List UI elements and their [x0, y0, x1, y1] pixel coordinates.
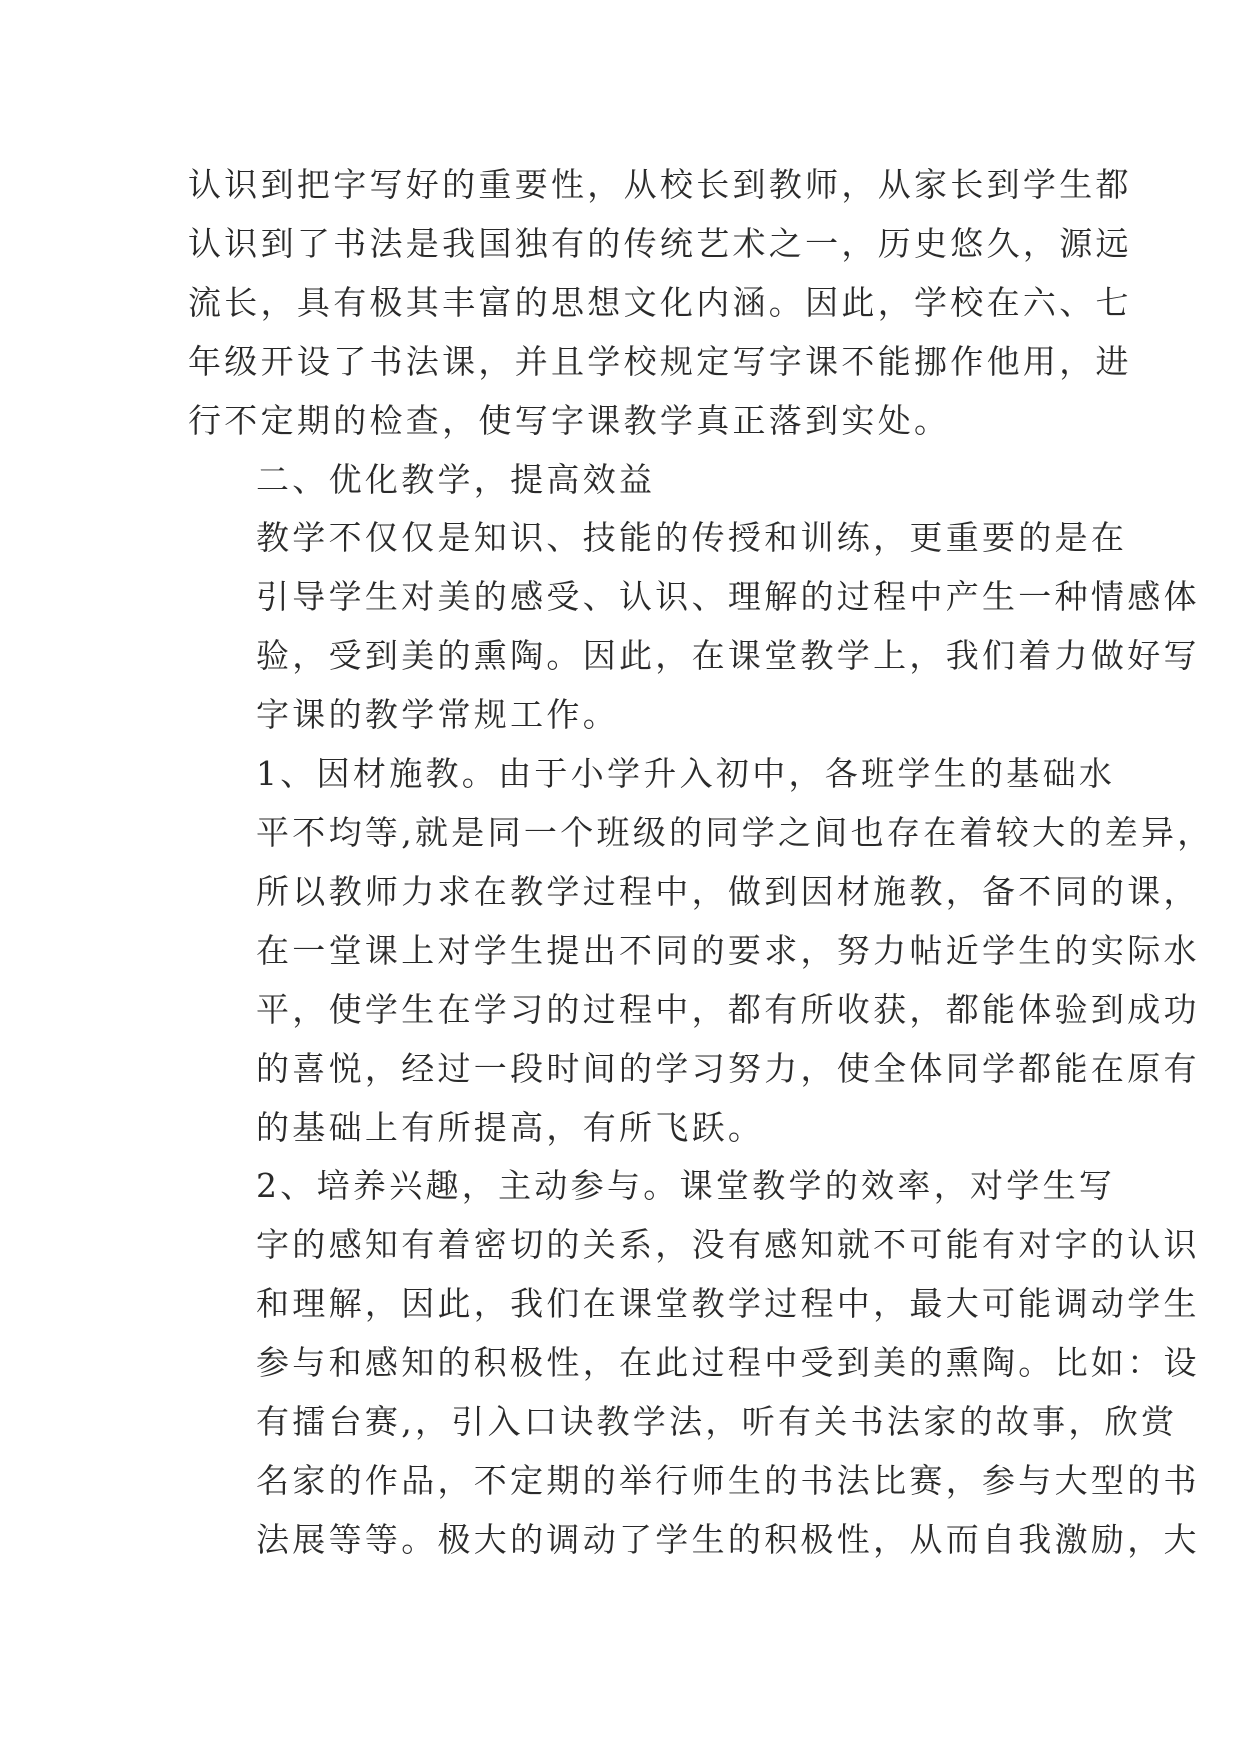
text-line: 平不均等,就是同一个班级的同学之间也存在着较大的差异， — [256, 812, 1214, 852]
text-line: 1、因材施教。由于小学升入初中，各班学生的基础水 — [256, 754, 1116, 794]
paragraph-3 — [188, 509, 1200, 745]
paragraph-5 — [188, 1157, 1200, 1569]
text-line: 行不定期的检查，使写字课教学真正落到实处。 — [188, 400, 951, 440]
text-line: 2、培养兴趣，主动参与。课堂教学的效率，对学生写 — [256, 1166, 1116, 1206]
text-line: 字课的教学常规工作。 — [256, 695, 619, 735]
text-line: 教学不仅仅是知识、技能的传授和训练，更重要的是在 — [256, 518, 1128, 558]
text-line: 名家的作品，不定期的举行师生的书法比赛，参与大型的书 — [256, 1460, 1200, 1500]
document-body — [188, 156, 1214, 1570]
section-heading — [188, 451, 1068, 510]
text-line: 的喜悦，经过一段时间的学习努力，使全体同学都能在原有 — [256, 1048, 1200, 1088]
text-line: 有擂台赛,，引入口诀教学法，听有关书法家的故事，欣赏 — [256, 1402, 1178, 1442]
text-line: 参与和感知的积极性，在此过程中受到美的熏陶。比如：设 — [256, 1343, 1200, 1383]
text-line: 在一堂课上对学生提出不同的要求，努力帖近学生的实际水 — [256, 930, 1200, 970]
text-line: 年级开设了书法课，并且学校规定写字课不能挪作他用，进 — [188, 341, 1132, 381]
heading-text: 二、优化教学，提高效益 — [256, 459, 656, 499]
text-line: 法展等等。极大的调动了学生的积极性，从而自我激励，大 — [256, 1519, 1200, 1559]
text-line: 平，使学生在学习的过程中，都有所收获，都能体验到成功 — [256, 989, 1200, 1029]
paragraph-4 — [188, 745, 1214, 1157]
text-line: 和理解，因此，我们在课堂教学过程中，最大可能调动学生 — [256, 1284, 1200, 1324]
text-line: 所以教师力求在教学过程中，做到因材施教，备不同的课， — [256, 871, 1200, 911]
text-line: 认识到了书法是我国独有的传统艺术之一，历史悠久，源远 — [188, 223, 1132, 263]
paragraph-1 — [188, 156, 1132, 451]
text-line: 流长，具有极其丰富的思想文化内涵。因此，学校在六、七 — [188, 282, 1132, 322]
text-line: 的基础上有所提高，有所飞跃。 — [256, 1107, 765, 1147]
text-line: 引导学生对美的感受、认识、理解的过程中产生一种情感体 — [256, 577, 1200, 617]
text-line: 字的感知有着密切的关系，没有感知就不可能有对字的认识 — [256, 1225, 1200, 1265]
text-line: 验，受到美的熏陶。因此，在课堂教学上，我们着力做好写 — [256, 636, 1200, 676]
text-line: 认识到把字写好的重要性，从校长到教师，从家长到学生都 — [188, 165, 1132, 204]
